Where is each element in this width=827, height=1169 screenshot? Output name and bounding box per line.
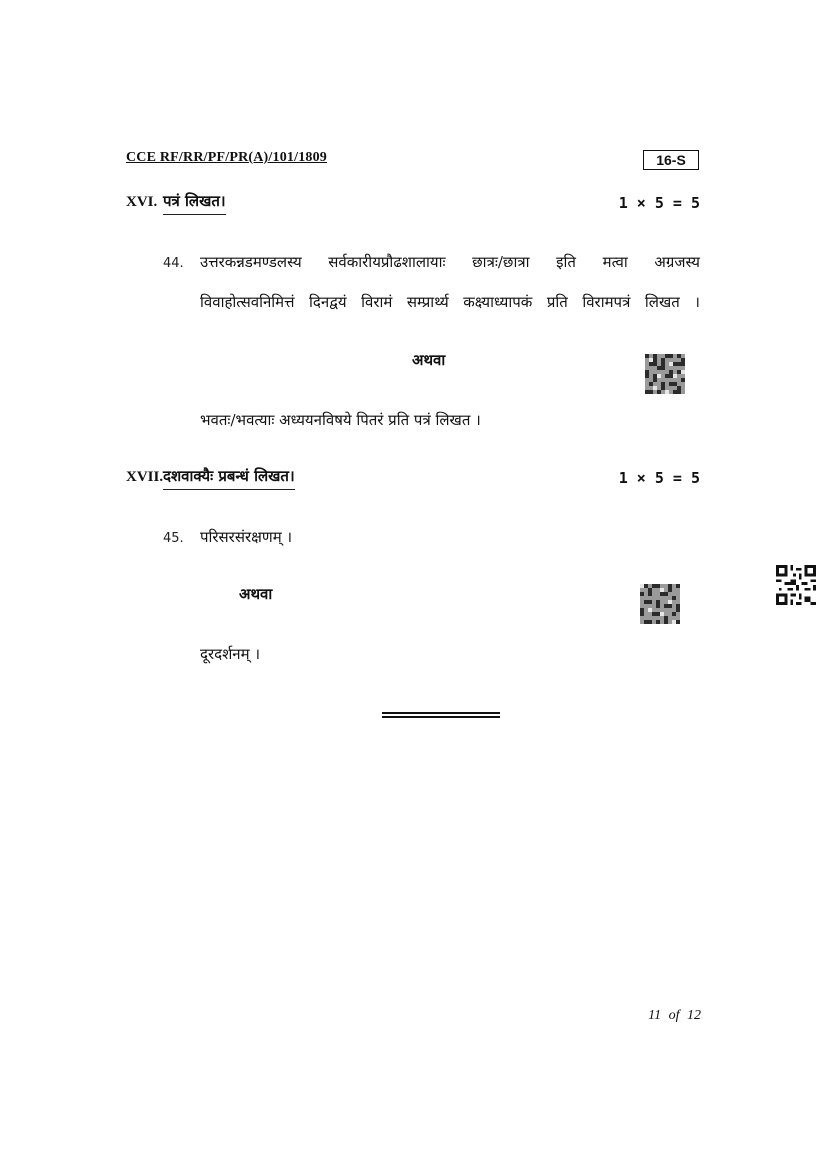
question-44-line-1: उत्तरकन्नडमण्डलस्य सर्वकारीयप्रौढशालायाः छात्रः/छात्रा इति मत्वा अग्रजस्य bbox=[200, 253, 700, 271]
exam-code: CCE RF/RR/PF/PR(A)/101/1809 bbox=[126, 150, 327, 165]
margin-qr-code-icon bbox=[776, 565, 816, 605]
question-44-alternative: भवतः/भवत्याः अध्ययनविषये पितरं प्रति पत्रं लिखत । bbox=[200, 411, 481, 429]
section-17-marks: 1 × 5 = 5 bbox=[618, 469, 700, 487]
or-label-2: अथवा bbox=[239, 585, 273, 603]
page-number: 11 of 12 bbox=[648, 1008, 701, 1023]
question-45-alternative: दूरदर्शनम् । bbox=[200, 645, 261, 663]
section-16-number: XVI. bbox=[126, 194, 158, 210]
qr-code-icon bbox=[640, 584, 680, 624]
question-44-line-2: विवाहोत्सवनिमित्तं दिनद्वयं विरामं सम्प्रार्थ्य कक्ष्याध्यापकं प्रति विरामपत्रं लिखत । bbox=[200, 293, 700, 311]
question-45-text: परिसरसंरक्षणम् । bbox=[200, 528, 293, 546]
qr-code-icon bbox=[645, 354, 685, 394]
section-17-number: XVII. bbox=[126, 469, 164, 485]
question-44-number: 44. bbox=[163, 256, 184, 271]
section-16-title: पत्रं लिखत। bbox=[163, 191, 226, 215]
section-16-marks: 1 × 5 = 5 bbox=[618, 194, 700, 212]
or-label-1: अथवा bbox=[412, 351, 446, 369]
section-17-title: दशवाक्यैः प्रबन्धं लिखत। bbox=[163, 466, 295, 490]
question-45-number: 45. bbox=[163, 531, 184, 546]
end-divider bbox=[382, 712, 500, 718]
paper-code-box: 16-S bbox=[643, 150, 699, 170]
